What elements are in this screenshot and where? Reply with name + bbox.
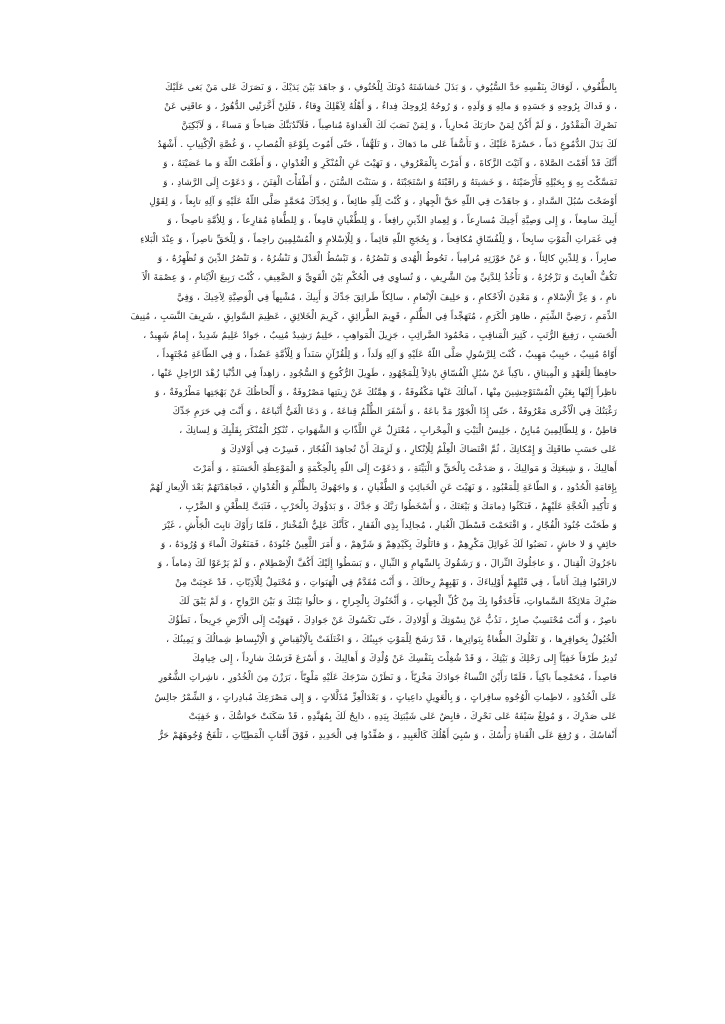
- text-line: نامِ ، وَ عِزَّ الْاِسْلامِ ، وَ مَعْدِنَ الْاَحْكامِ ، وَ حَلِيفَ الْاِنْعامِ ، سالِكاً طَرائِقَ جَدِّكَ وَ أَبِيكَ ، مُشْبِهاً فِي الْوَصِيَّةِ لِاَخِيكَ ، وَفِيَّ: [176, 291, 617, 303]
- text-line: فِي غَمَراتِ الْمَوْتِ سابِحاً ، وَ لِلْفُسّاقِ مُكافِحاً ، وَ بِحُجَجِ اللّهِ قائِماً ، وَ لِلْاِسْلامِ وَ الْمُسْلِمِينَ راحِماً ، وَ لِلْحَقِّ ناصِراً ، وَ عِنْدَ الْبَلاءِ: [140, 234, 617, 246]
- text-line: لَكَ بَدَلَ الدُّمُوعِ دَماً ، حَسْرَةً عَلَيْكَ ، وَ تَأَسُّفاً عَلى ما دَهاكَ ، وَ تَلَهُّفاً ، حَتّى أَمُوتَ بِلَوْعَةِ الْمُصابِ ، وَ غُصَّةِ الْاِكْتِيابِ . أَشْهَدُ: [157, 139, 617, 151]
- text-line: أَنْفاسُكَ ، وَ رُفِعَ عَلَى الْقَناةِ رَأْسُكَ ، وَ سُبِيَ أَهْلُكَ كَالْعَبِيدِ ، وَ صُفِّدُوا فِي الْحَدِيدِ ، فَوْقَ أَقْتابِ الْمَطِيّاتِ ، تَلْفَحُ وُجُوهَهُمْ حَرُّ: [158, 729, 617, 741]
- text-line: وَ طَحَنْتَ جُنُودَ الْفُجّارِ ، وَ اقْتَحَمْتَ قَسْطَلَ الْغُبارِ ، مُجالِداً بِذِي الْفَقارِ ، كَأَنَّكَ عَلِيٌّ الْمُخْتارُ ، فَلَمّا رَأَوْكَ ثابِتَ الْجَأْشِ ، غَيْرَ: [162, 520, 617, 532]
- text-line: رَغْبَتُكَ فِي الْاُخْرى مَعْرُوفَةٌ ، حَتّى إِذَا الْجَوْرُ مَدَّ باعَهُ ، وَ أَسْفَرَ الظُّلْمُ قِناعَهُ ، وَ دَعَا الْغَيُّ أَتْباعَهُ ، وَ أَنْتَ فِي حَرَمِ جَدِّكَ: [172, 405, 617, 417]
- text-line: أَوْضَحْتَ سُبُلَ السَّدادِ ، وَ جاهَدْتَ فِي اللّهِ حَقَّ الْجِهادِ ، وَ كُنْتَ لِلّهِ طائِعاً ، وَ لِجَدِّكَ مُحَمَّدٍ صَلَّى اللّهُ عَلَيْهِ وَ آلِهِ تابِعاً ، وَ لِقَوْلِ: [149, 196, 617, 208]
- text-line: أَنَّكَ قَدْ أَقَمْتَ الصَّلاةَ ، وَ آتَيْتَ الزَّكاةَ ، وَ أَمَرْتَ بِالْمَعْرُوفِ ، وَ نَهَيْتَ عَنِ الْمُنْكَرِ وَ الْعُدْوانِ ، وَ أَطَعْتَ اللّهَ وَ ما عَصَيْتَهُ ، وَ: [163, 158, 617, 170]
- text-line: لاراقَبُوا فِيكَ أَثاماً ، فِي قَتْلِهِمْ أَوْلِياءَكَ ، وَ نَهْبِهِمْ رِحالَكَ ، وَ أَنْتَ مُقَدَّمٌ فِي الْهَبَواتِ ، وَ مُحْتَمِلٌ لِلْاَذِيّاتِ ، قَدْ عَجِبَتْ مِنْ: [175, 577, 617, 589]
- text-line: تَمَسَّكْتَ بِهِ وَ بِحَبْلِهِ فَأَرْضَيْتَهُ ، وَ خَشيتَهُ وَ راقَبْتَهُ وَ اسْتَجَبْتَهُ ، وَ سَنَنْتَ السُّنَنَ ، وَ أَطْفَأْتَ الْفِتَنَ ، وَ دَعَوْتَ إِلَى الرَّشادِ ، وَ: [163, 177, 617, 189]
- arabic-text-body: [111, 78, 617, 745]
- text-line: خائِفٍ وَ لا خاشٍ ، نَصَبُوا لَكَ غَوائِلَ مَكْرِهِمْ ، وَ قاتَلُوكَ بِكَيْدِهِمْ وَ شَرِّهِمْ ، وَ أَمَرَ اللَّعِينُ جُنُودَهُ ، فَمَنَعُوكَ الْماءَ وَ وُرُودَهُ ، وَ: [160, 539, 617, 551]
- text-line: تَكُفُّ الْعابِثَ وَ تَزْجُرُهُ ، وَ تَأْخُذُ لِلدَّنِيِّ مِنَ الشَّرِيفِ ، وَ تُساوِي فِي الْحُكْمِ بَيْنَ الْقَوِيِّ وَ الضَّعِيفِ ، كُنْتَ رَبِيعَ الْاَيْتامِ ، وَ عِصْمَةَ الْاَ: [142, 272, 617, 284]
- text-line: بِإِقامَةِ الْحُدُودِ ، وَ الطّاعَةِ لِلْمَعْبُودِ ، وَ نَهَيْتَ عَنِ الْخَبائِثِ وَ الطُّغْيانِ ، وَ واجَهُوكَ بِالظُّلْمِ وَ الْعُدْوانِ ، فَجاهَدْتَهُمْ بَعْدَ الْاِيعازِ لَهُمْ: [149, 481, 617, 493]
- text-line: أَهالِيكَ ، وَ شِيعَتِكَ وَ مَوالِيكَ ، وَ صَدَعْتَ بِالْحَقِّ وَ الْبَيِّنَةِ ، وَ دَعَوْتَ إِلَى اللّهِ بِالْحِكْمَةِ وَ الْمَوْعِظَةِ الْحَسَنَةِ ، وَ أَمَرْتَ: [193, 462, 617, 474]
- text-line: قاطِنٌ ، وَ لِلظّالِمِينَ مُبايِنٌ ، جَلِيسُ الْبَيْتِ وَ الْمِحْرابِ ، مُعْتَزِلٌ عَنِ اللَّذّاتِ وَ الشَّهَواتِ ، تُنْكِرُ الْمُنْكَرَ بِقَلْبِكَ وَ لِسانِكَ ،: [179, 424, 617, 436]
- text-line: عَلى حَسَبِ طاقَتِكَ وَ إِمْكانِكَ ، ثُمَّ اقْتَضاكَ الْعِلْمُ لِلْاِنْكارِ ، وَ لَزِمَكَ أَنْ تُجاهِدَ الْفُجّارَ ، فَسِرْتَ فِي أَوْلادِكَ وَ: [221, 443, 617, 455]
- text-line: الذِّمَمِ ، رَضِيَّ الشِّيَمِ ، ظاهِرَ الْكَرَمِ ، مُتَهَجِّداً فِي الظُّلَمِ ، قَوِيمَ الطَّرائِقِ ، كَرِيمَ الْخَلائِقِ ، عَظِيمَ السَّوابِقِ ، شَرِيفَ النَّسَبِ ، مُنِيفَ: [130, 310, 617, 322]
- text-line: بِالطُّفُوفِ ، لَوَقاكَ بِنَفْسِهِ حَدَّ السُّيُوفِ ، وَ بَذَلَ حُشاشَتَهُ دُونَكَ لِلْحُتُوفِ ، وَ جاهَدَ بَيْنَ يَدَيْكَ ، وَ نَصَرَكَ عَلى مَنْ بَغى عَلَيْكَ: [165, 82, 617, 93]
- text-line: صابِراً ، وَ لِلدِّينِ كالِئاً ، وَ عَنْ حَوْزَتِهِ مُرامِياً ، تَحُوطُ الْهُدى وَ تَنْصُرُهُ ، وَ تَبْسُطُ الْعَدْلَ وَ تَنْشُرُهُ ، وَ تَنْصُرُ الدِّينَ وَ تُظْهِرُهُ ، وَ: [157, 253, 617, 265]
- text-line: صَبْرِكَ مَلائِكَةُ السَّماواتِ، فَأَحْدَقُوا بِكَ مِنْ كُلِّ الْجِهاتِ ، وَ أَثْخَنُوكَ بِالْجِراحِ ، وَ حالُوا بَيْنَكَ وَ بَيْنَ الرَّواحِ ، وَ لَمْ يَبْقَ لَكَ: [179, 596, 617, 608]
- text-line: ، وَ فَداكَ بِرُوحِهِ وَ جَسَدِهِ وَ مالِهِ وَ وَلَدِهِ ، وَ رُوحُهُ لِرُوحِكَ فِداءٌ ، وَ أَهْلُهُ لِاَهْلِكَ وِقاءٌ ، فَلَئِنْ أَخَّرَتْنِي الدُّهُورُ ، وَ عاقَنِي عَنْ: [164, 101, 617, 113]
- text-line: ناظِراً إِلَيْها بِعَيْنِ الْمُسْتَوْحِشِينَ مِنْها ، آمالُكَ عَنْها مَكْفُوفَةٌ ، وَ هِمَّتُكَ عَنْ زِينَتِها مَصْرُوفَةٌ ، وَ أَلْحاظُكَ عَنْ بَهْجَتِها مَطْرُوفَةٌ ، وَ: [154, 386, 617, 398]
- text-line: الْخُيُولُ بِحَوافِرِها ، وَ تَعْلُوكَ الطُّغاةُ بِبَواتِرِها ، قَدْ رَشَحَ لِلْمَوْتِ جَبِينُكَ ، وَ اخْتَلَفَتْ بِالْاِنْقِباضِ وَ الْاِنْبِساطِ شِمالُكَ وَ يَمِينُكَ ،: [166, 634, 617, 646]
- text-line: وَ تَأْكِيدِ الْحُجَّةِ عَلَيْهِمْ ، فَنَكَثُوا ذِمامَكَ وَ بَيْعَتَكَ ، وَ أَسْخَطُوا رَبَّكَ وَ جَدَّكَ ، وَ بَدَؤُوكَ بِالْحَرْبِ ، فَثَبَتَّ لِلطَّعْنِ وَ الضَّرْبِ ،: [179, 501, 617, 513]
- text-line: عَلى صَدْرِكَ ، وَ مُولِغٌ سَيْفَهُ عَلى نَحْرِكَ ، قابِضٌ عَلى شَيْبَتِكَ بِيَدِهِ ، ذابِحٌ لَكَ بِمُهَنَّدِهِ ، قَدْ سَكَنَتْ حَواسُّكَ ، وَ خَفِيَتْ: [188, 710, 617, 722]
- text-line: ناصِرٌ ، وَ أَنْتَ مُحْتَسِبٌ صابِرٌ ، تَذُبُّ عَنْ نِسْوَتِكَ وَ أَوْلادِكَ ، حَتّى نَكَسُوكَ عَنْ جَوادِكَ ، فَهَوَيْتَ إِلَى الْاَرْضِ جَرِيحاً ، تَطَؤُكَ: [167, 615, 617, 627]
- text-line: قاصِداً ، مُحَمْحِماً باكِياً ، فَلَمّا رَأَيْنَ النِّساءُ جَوادَكَ مَخْزِيّاً ، وَ نَظَرْنَ سَرْجَكَ عَلَيْهِ مَلْوِيّاً ، بَرَزْنَ مِنَ الْخُدُورِ ، ناشِراتِ الشُّعُورِ: [158, 672, 617, 684]
- text-line: أَبِيكَ سامِعاً ، وَ إِلى وَصِيَّةِ أَخِيكَ مُسارِعاً ، وَ لِعِمادِ الدِّينِ رافِعاً ، وَ لِلطُّغْيانِ قامِعاً ، وَ لِلطُّغاةِ مُقارِعاً ، وَ لِلاُمَّةِ ناصِحاً ، وَ: [167, 215, 617, 227]
- text-line: ناجَزُوكَ الْقِتالَ ، وَ عاجَلُوكَ النِّزالَ ، وَ رَشَقُوكَ بِالسِّهامِ وَ النِّبالِ ، وَ بَسَطُوا إِلَيْكَ أَكُفَّ الْاِصْطِلامِ ، وَ لَمْ يَرْعَوْا لَكَ ذِماماً ، وَ: [157, 558, 617, 570]
- text-line: أَوّاهٌ مُنِيبٌ ، حَبِيبٌ مَهِيبٌ ، كُنْتَ لِلرَّسُولِ صَلَّى اللّهُ عَلَيْهِ وَ آلِهِ وَلَداً ، وَ لِلْقُرْآنِ سَنَداً وَ لِلْاُمَّةِ عَضُداً ، وَ فِي الطّاعَةِ مُجْتَهِداً ،: [156, 348, 617, 360]
- text-line: نَصْرِكَ الْمَقْدُورُ ، وَ لَمْ أَكُنْ لِمَنْ حارَبَكَ مُحارِباً ، وَ لِمَنْ نَصَبَ لَكَ الْعَداوَةَ مُناصِباً ، فَلَاَنْدُبَنَّكَ صَباحاً وَ مَساءً ، وَ لَاَبْكِيَنَّ: [181, 120, 617, 132]
- text-line: حافِظاً لِلْعَهْدِ وَ الْمِيثاقِ ، ناكِباً عَنْ سُبُلِ الْفُسّاقِ باذِلاً لِلْمَجْهُودِ ، طَوِيلَ الرُّكُوعِ وَ السُّجُودِ ، زاهِداً فِي الدُّنْيا زُهْدَ الرّاحِلِ عَنْها ،: [151, 367, 617, 379]
- text-line: تُدِيرُ طَرْفاً خَفِيّاً إِلى رَحْلِكَ وَ بَيْتِكَ ، وَ قَدْ شُغِلْتَ بِنَفْسِكَ عَنْ وُلْدِكَ وَ أَهالِيكَ ، وَ أَسْرَعَ فَرَسُكَ شارِداً ، إِلى خِيامِكَ: [192, 653, 617, 665]
- text-line: الْحَسَبِ ، رَفِيعَ الرُّتَبِ ، كَثِيرَ الْمَناقِبِ ، مَحْمُودَ الضَّرائِبِ ، جَزِيلَ الْمَواهِبِ ، حَلِيمٌ رَشِيدٌ مُنِيبٌ ، جَوادٌ عَلِيمٌ شَدِيدٌ ، إِمامٌ شَهِيدٌ ،: [143, 329, 617, 341]
- text-line: عَلَى الْخُدُودِ ، لاطِماتِ الْوُجُوهِ سافِراتٍ ، وَ بِالْعَوِيلِ داعِياتٍ ، وَ بَعْدَالْعِزِّ مُذَلَّلاتٍ ، وَ إِلى مَصْرَعِكَ مُبادِراتٍ ، وَ الشِّمْرُ جالِسٌ: [154, 691, 617, 703]
